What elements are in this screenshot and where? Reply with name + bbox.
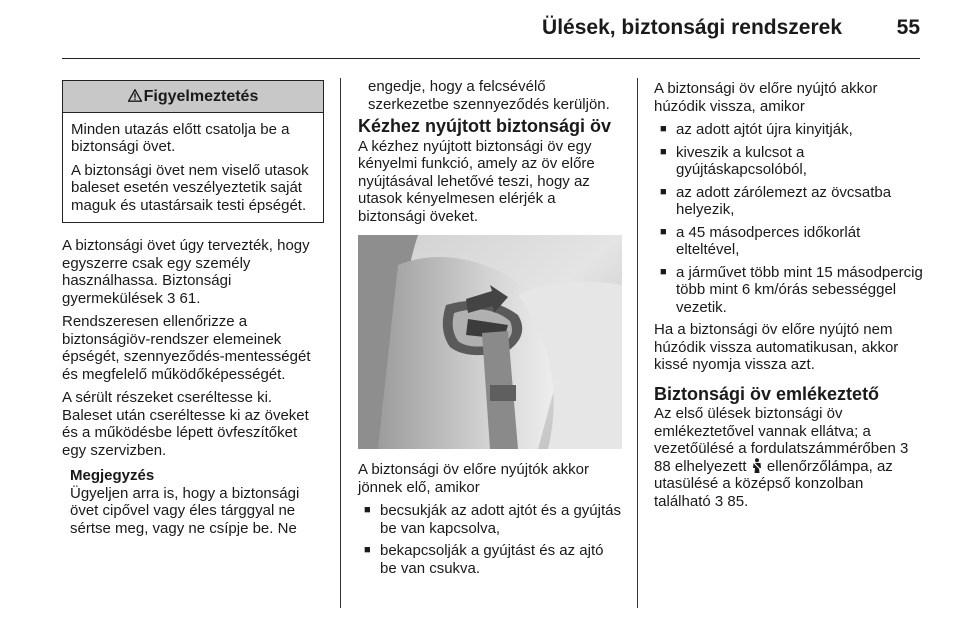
seatbelt-presenter-illustration [358,235,622,449]
list-item: ■ a járművet több mint 15 másodpercig több mint 6 km/órás sebességgel vezetik. [660,263,923,316]
paragraph: A kézhez nyújtott biztonsági öv egy kényelmi funkció, amely az öv előre nyújtásával lehetővé teszi, hogy az utasok kényelmesen elérjék a biztonsági öveket. [358,137,595,225]
list-item: ■ becsukják az adott ajtót és a gyújtás be van kapcsolva, [364,502,621,537]
warning-text: Minden utazás előtt csatolja be a biztonsági övet. [71,120,290,155]
bullet-list [654,121,924,316]
list-item: ■ kiveszik a kulcsot a gyújtáskapcsolóból, [660,143,807,178]
warning-box [62,80,324,223]
paragraph: Az első ülések biztonsági öv emlékeztetővel vannak ellátva; a vezetőülésé a fordulatszámmérőben 3 88 elhelyezett ellenőrzőlámpa, az utasülésé a középső konzolban található 3 85. [654,405,909,510]
page-reference: 3 88 [654,440,909,475]
note-title: Megjegyzés [70,467,155,484]
list-item: ■ bekapcsolják a gyújtást és az ajtó be van csukva. [364,542,604,577]
paragraph: Rendszeresen ellenőrizze a biztonságiöv-rendszer elemeinek épségét, szennyeződés-mentességét és megfelelő működőképességét. [62,313,311,383]
warning-icon [128,89,142,102]
section-heading: Kézhez nyújtott biztonsági öv [358,116,612,136]
note-continuation: engedje, hogy a felcsévélő szerkezetbe szennyeződés kerüljön. [368,78,610,113]
paragraph: A biztonsági öv előre nyújtók akkor jönnek elő, amikor [358,461,589,496]
page-reference: 3 61. [167,289,201,307]
list-item: ■ az adott zárólemezt az övcsatba helyezik, [660,183,892,218]
paragraph: A biztonsági öv előre nyújtó akkor húzódik vissza, amikor [654,80,878,115]
page-header-title: Ülések, biztonsági rendszerek [542,16,842,39]
seatbelt-presenter-photo [358,235,622,449]
list-item: ■ a 45 másodperces időkorlát elteltével, [660,223,861,258]
warning-header [63,81,323,113]
column-divider [637,78,638,608]
paragraph: A biztonsági övet úgy tervezték, hogy egyszerre csak egy személy használhassa. Biztonsági gyermekülések 3 61. [62,237,310,307]
note-block [62,467,324,537]
column-1 [62,80,324,537]
note-text: Ügyeljen arra is, hogy a biztonsági övet cipővel vagy éles tárggyal ne sértse meg, vagy ne csípje be. Ne [70,484,300,537]
page-number: 55 [896,16,920,39]
column-divider [340,78,341,608]
section-heading: Biztonsági öv emlékeztető [654,383,880,404]
bullet-list [358,502,622,577]
seatbelt-icon [751,458,763,473]
column-2 [358,78,622,582]
list-item: ■ az adott ajtót újra kinyitják, [660,121,853,138]
column-3 [654,80,924,516]
warning-title: Figyelmeztetés [143,88,259,105]
paragraph: Ha a biztonsági öv előre nyújtó nem húzódik vissza automatikusan, akkor kissé nyomja vissza azt. [654,321,899,373]
page-reference: 3 85. [714,492,749,510]
header-rule [62,58,920,59]
warning-text: A biztonsági övet nem viselő utasok baleset esetén veszélyeztetik saját maguk és utastársaik testi épségét. [71,161,309,214]
paragraph: A sérült részeket cseréltesse ki. Baleset után cseréltesse ki az öveket és a működésbe lépett övfeszítőket egy szervizben. [62,389,309,459]
